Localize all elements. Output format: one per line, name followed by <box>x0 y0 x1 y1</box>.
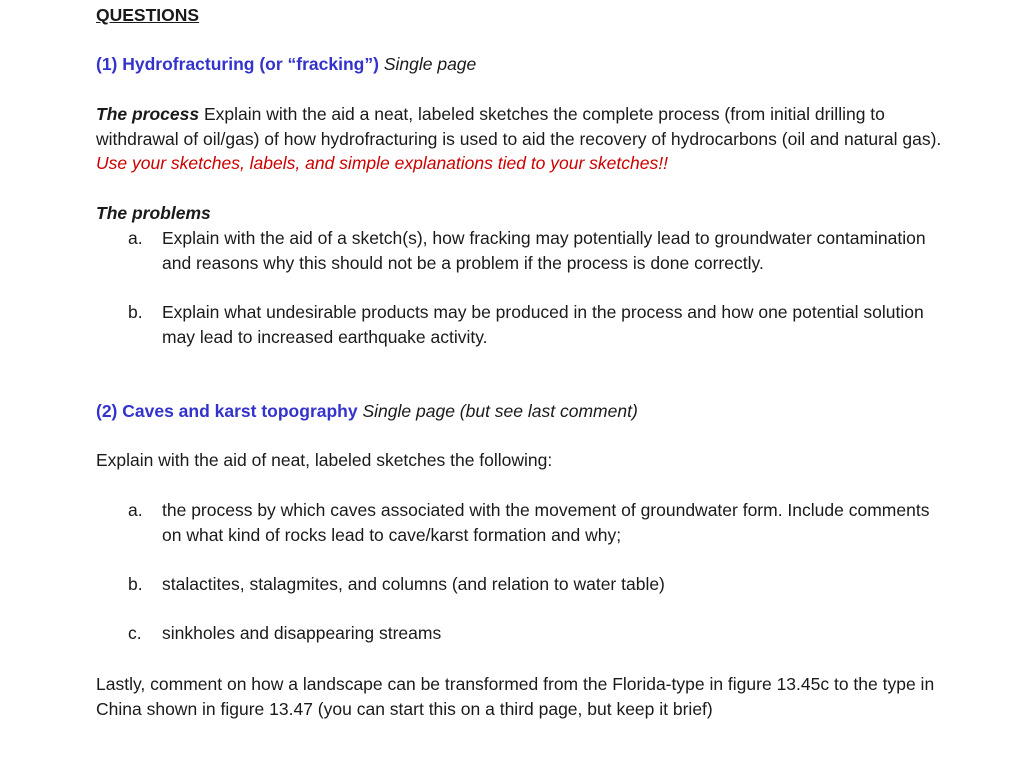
q1-process-label: The process <box>96 104 200 124</box>
q2-title: (2) Caves and karst topography <box>96 401 358 421</box>
list-item-text: Explain with the aid of a sketch(s), how fracking may potentially lead to groundwater contamination and reasons why this should not be a problem if the process is done correctly. <box>162 228 926 273</box>
q1-note: Single page <box>383 54 477 74</box>
list-letter: b. <box>128 574 143 594</box>
q1-process-emphasis: Use your sketches, labels, and simple explanations tied to your sketches!! <box>96 153 668 173</box>
q1-problems-label: The problems <box>96 203 211 223</box>
list-item-text: the process by which caves associated with the movement of groundwater form. Include comments on what kind of rocks lead to cave/karst formation and why; <box>162 500 930 545</box>
q2-title-line <box>96 399 956 424</box>
q2-lastly-paragraph: Lastly, comment on how a landscape can be transformed from the Florida-type in figure 13.45c to the type in China shown in figure 13.47 (you can start this on a third page, but keep it brief) <box>96 674 935 719</box>
list-letter: c. <box>128 623 142 643</box>
q2-note: Single page (but see last comment) <box>362 401 638 421</box>
page-heading: QUESTIONS <box>96 5 200 25</box>
list-letter: a. <box>128 228 143 248</box>
q1-title-line <box>96 52 956 77</box>
list-item-text: stalactites, stalagmites, and columns (and relation to water table) <box>162 574 665 594</box>
list-letter: b. <box>128 302 143 322</box>
list-item-text: sinkholes and disappearing streams <box>162 623 442 643</box>
q2-intro: Explain with the aid of neat, labeled sketches the following: <box>96 450 553 470</box>
q1-process-text: Explain with the aid a neat, labeled sketches the complete process (from initial drilling to withdrawal of oil/gas) of how hydrofracturing is used to aid the recovery of hydrocarbons (oil and natural gas). <box>96 104 942 149</box>
q1-process-paragraph <box>96 102 956 176</box>
list-letter: a. <box>128 500 143 520</box>
q1-title: (1) Hydrofracturing (or “fracking”) <box>96 54 379 74</box>
list-item-text: Explain what undesirable products may be produced in the process and how one potential solution may lead to increased earthquake activity. <box>162 302 924 347</box>
